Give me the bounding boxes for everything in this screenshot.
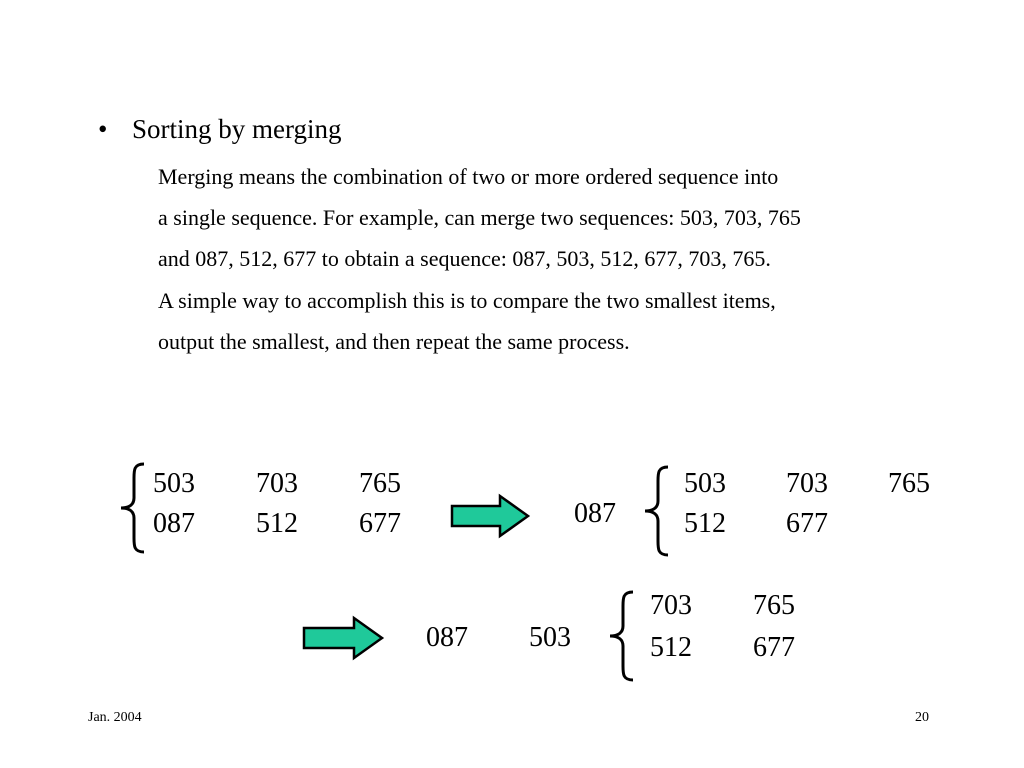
sequence-value: 765 xyxy=(753,590,795,621)
sequence-value: 765 xyxy=(359,468,401,499)
left-brace-icon xyxy=(116,462,148,554)
sequence-value: 677 xyxy=(753,632,795,663)
output-value: 503 xyxy=(529,622,571,653)
paragraph-line: a single sequence. For example, can merge two sequences: 503, 703, 765 xyxy=(158,205,801,230)
sequence-value: 677 xyxy=(786,508,828,539)
paragraph-line: output the smallest, and then repeat the same process. xyxy=(158,329,630,354)
sequence-value: 703 xyxy=(650,590,692,621)
paragraph-line: A simple way to accomplish this is to compare the two smallest items, xyxy=(158,288,776,313)
left-brace-icon xyxy=(640,465,672,557)
paragraph-line: and 087, 512, 677 to obtain a sequence: 087, 503, 512, 677, 703, 765. xyxy=(158,246,771,271)
sequence-value: 512 xyxy=(256,508,298,539)
output-value: 087 xyxy=(574,498,616,529)
output-value: 087 xyxy=(426,622,468,653)
sequence-value: 765 xyxy=(888,468,930,499)
sequence-value: 087 xyxy=(153,508,195,539)
slide-heading: Sorting by merging xyxy=(132,114,342,144)
sequence-value: 703 xyxy=(786,468,828,499)
sequence-value: 503 xyxy=(153,468,195,499)
bullet-marker: • xyxy=(98,114,108,144)
footer-date: Jan. 2004 xyxy=(88,710,142,725)
paragraph-line: Merging means the combination of two or more ordered sequence into xyxy=(158,164,779,189)
sequence-value: 677 xyxy=(359,508,401,539)
sequence-value: 703 xyxy=(256,468,298,499)
right-arrow-icon xyxy=(448,492,532,540)
sequence-value: 512 xyxy=(650,632,692,663)
left-brace-icon xyxy=(605,590,637,682)
sequence-value: 503 xyxy=(684,468,726,499)
page-number: 20 xyxy=(915,710,929,725)
sequence-value: 512 xyxy=(684,508,726,539)
right-arrow-icon xyxy=(300,614,386,662)
